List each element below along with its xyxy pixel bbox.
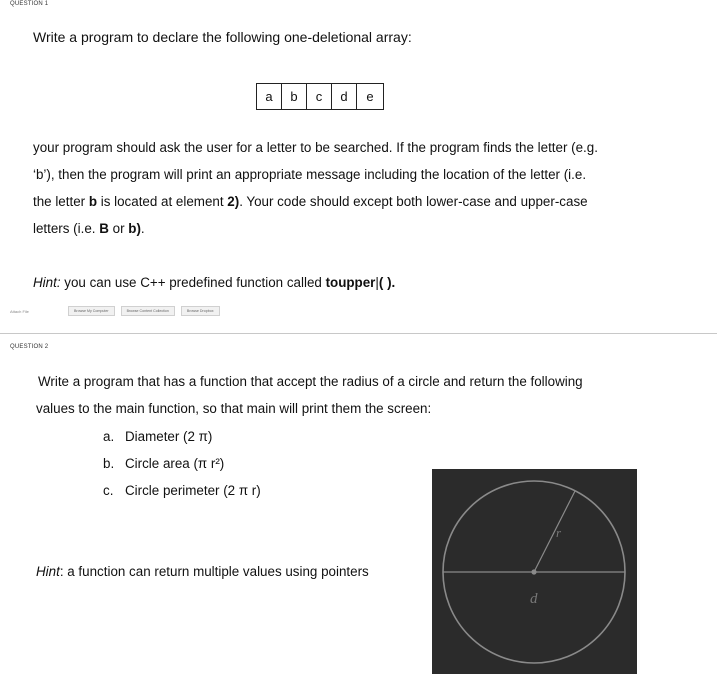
hint-label: Hint xyxy=(36,564,60,579)
question-1-intro: Write a program to declare the following one-deletional array: xyxy=(33,29,412,45)
question-1-paragraph xyxy=(33,134,703,242)
option-item: a. Diameter (2 π) xyxy=(103,429,213,444)
radius-line xyxy=(534,491,575,572)
array-cell: d xyxy=(332,84,357,109)
circle-figure xyxy=(432,469,637,674)
text-cursor: | xyxy=(375,275,379,290)
array-cell: c xyxy=(307,84,332,109)
browse-dropbox-button[interactable]: Browse Dropbox xyxy=(181,306,220,316)
attach-buttons xyxy=(68,306,220,316)
circle-diagram xyxy=(432,469,637,674)
question-2-hint: Hint: a function can return multiple values using pointers xyxy=(36,564,369,579)
question-2-paragraph xyxy=(38,368,708,395)
array-cell: a xyxy=(257,84,282,109)
para-line: the letter b is located at element 2). Your code should except both lower-case and upper-case xyxy=(33,194,588,209)
array-diagram xyxy=(256,83,384,110)
array-cell: e xyxy=(366,89,374,104)
para-line: ‘b’), then the program will print an appropriate message including the location of the letter (i.e. xyxy=(33,167,587,182)
radius-label: r xyxy=(556,525,562,540)
array-cell: b xyxy=(282,84,307,109)
para-line: values to the main function, so that main will print them the screen: xyxy=(36,401,432,416)
browse-content-collection-button[interactable]: Browse Content Collection xyxy=(121,306,175,316)
question-divider xyxy=(0,333,717,334)
option-item: b. Circle area (π r²) xyxy=(103,456,225,471)
attach-file-label: Attach File xyxy=(10,309,29,314)
diameter-label: d xyxy=(530,591,538,607)
question-2-paragraph-2 xyxy=(36,395,706,422)
browse-computer-button[interactable]: Browse My Computer xyxy=(68,306,115,316)
para-line: letters (i.e. B or b). xyxy=(33,221,145,236)
center-point xyxy=(531,569,536,574)
para-line: your program should ask the user for a letter to be searched. If the program finds the letter (e.g. xyxy=(33,140,598,155)
question-1-label: QUESTION 1 xyxy=(10,1,49,7)
hint-label: Hint: xyxy=(33,275,61,290)
question-1-hint: Hint: you can use C++ predefined function called toupper|( ). xyxy=(33,275,396,290)
hint-function: toupper xyxy=(325,275,376,290)
option-item: c. Circle perimeter (2 π r) xyxy=(103,483,261,498)
para-line: Write a program that has a function that accept the radius of a circle and return the following xyxy=(38,374,583,389)
question-2-options xyxy=(103,423,261,504)
question-2-label: QUESTION 2 xyxy=(10,344,49,350)
